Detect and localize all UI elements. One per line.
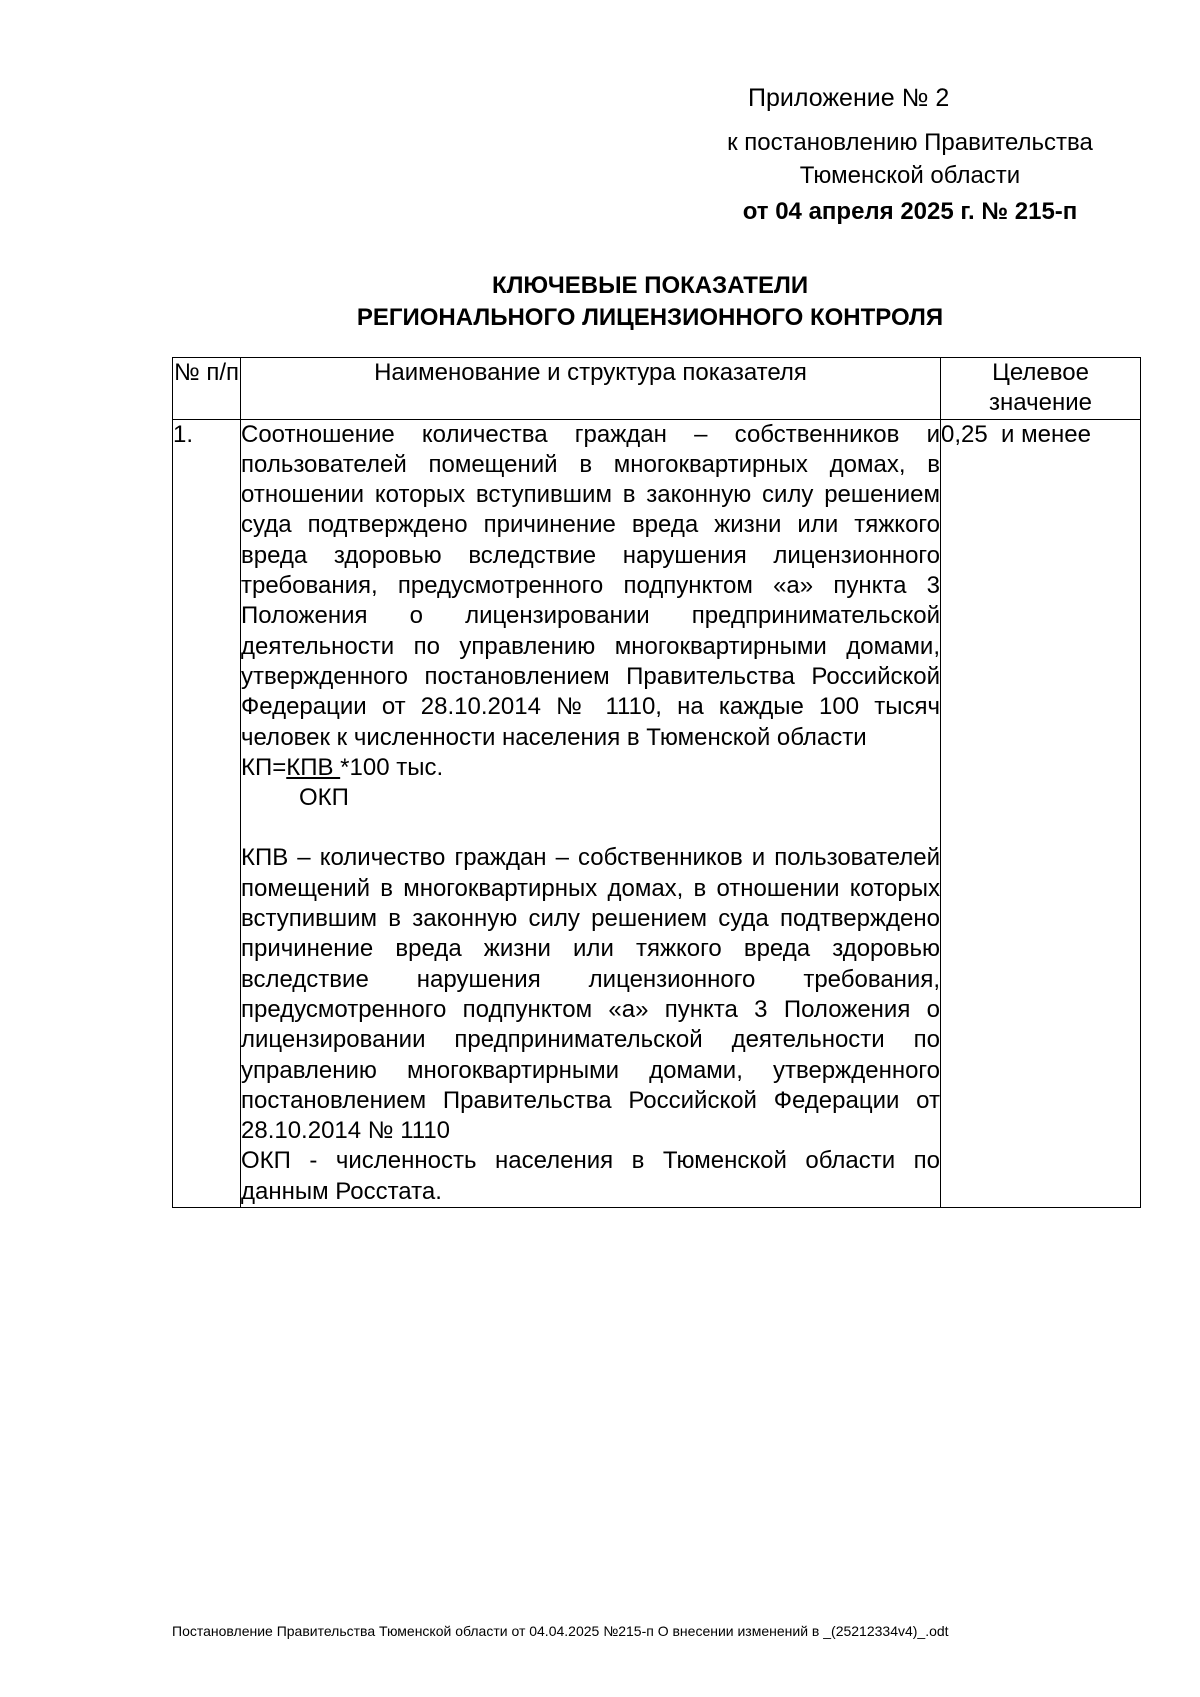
header-target: Целевое значение <box>941 358 1141 420</box>
okp-definition: ОКП - численность населения в Тюменской области по данным Росстата. <box>241 1147 940 1205</box>
header-number: № п/п <box>173 358 241 420</box>
formula-suffix: *100 тыс. <box>340 753 444 781</box>
row-description-cell <box>241 419 941 1207</box>
resolution-date: от 04 апреля 2025 г. № 215-п <box>742 198 1078 225</box>
formula-denominator: ОКП <box>299 784 349 812</box>
kpv-definition: КПВ – количество граждан – собственников и пользователей помещений в многоквартирных домах, в отношении которых вступившим в законную силу решением суда подтверждено причинение вреда жизни или тяжкого вреда здоровью вследствие нарушения лицензионного требования, предусмотренного подпунктом «а» пункта 3 Положения о лицензировании предпринимательской деятельности по управлению многоквартирными домами, утвержденного постановлением Правительства Российской Федерации от 28.10.2014 № 1110 <box>241 844 940 1145</box>
title-line-2: РЕГИОНАЛЬНОГО ЛИЦЕНЗИОННОГО КОНТРОЛЯ <box>356 304 944 331</box>
header-name: Наименование и структура показателя <box>241 358 941 420</box>
indicators-table <box>172 357 1141 1208</box>
table-header-row <box>173 358 1141 420</box>
footer-filename: Постановление Правительства Тюменской области от 04.04.2025 №215-п О внесении изменений в _(25212334v4)_.odt <box>172 1623 949 1639</box>
resolution-reference <box>690 126 1130 192</box>
appendix-label: Приложение № 2 <box>748 84 950 112</box>
document-title <box>160 270 1140 334</box>
table-row <box>173 419 1141 1207</box>
row-target-value: 0,25 и менее <box>941 419 1141 1207</box>
spacer <box>241 813 940 843</box>
resolution-line-2: Тюменской области <box>799 162 1021 189</box>
formula <box>241 753 940 783</box>
title-line-1: КЛЮЧЕВЫЕ ПОКАЗАТЕЛИ <box>491 272 809 299</box>
resolution-line-1: к постановлению Правительства <box>727 129 1093 156</box>
formula-numerator: КПВ <box>286 753 341 781</box>
indicator-description: Соотношение количества граждан – собственников и пользователей помещений в многоквартирных домах, в отношении которых вступившим в законную силу решением суда подтверждено причинение вреда жизни или тяжкого вреда здоровью вследствие нарушения лицензионного требования, предусмотренного подпунктом «а» пункта 3 Положения о лицензировании предпринимательской деятельности по управлению многоквартирными домами, утвержденного постановлением Правительства Российской Федерации от 28.10.2014 № 1110, на каждые 100 тысяч человек к численности населения в Тюменской области <box>241 420 940 751</box>
row-number: 1. <box>173 419 241 1207</box>
formula-prefix: КП= <box>241 753 287 781</box>
